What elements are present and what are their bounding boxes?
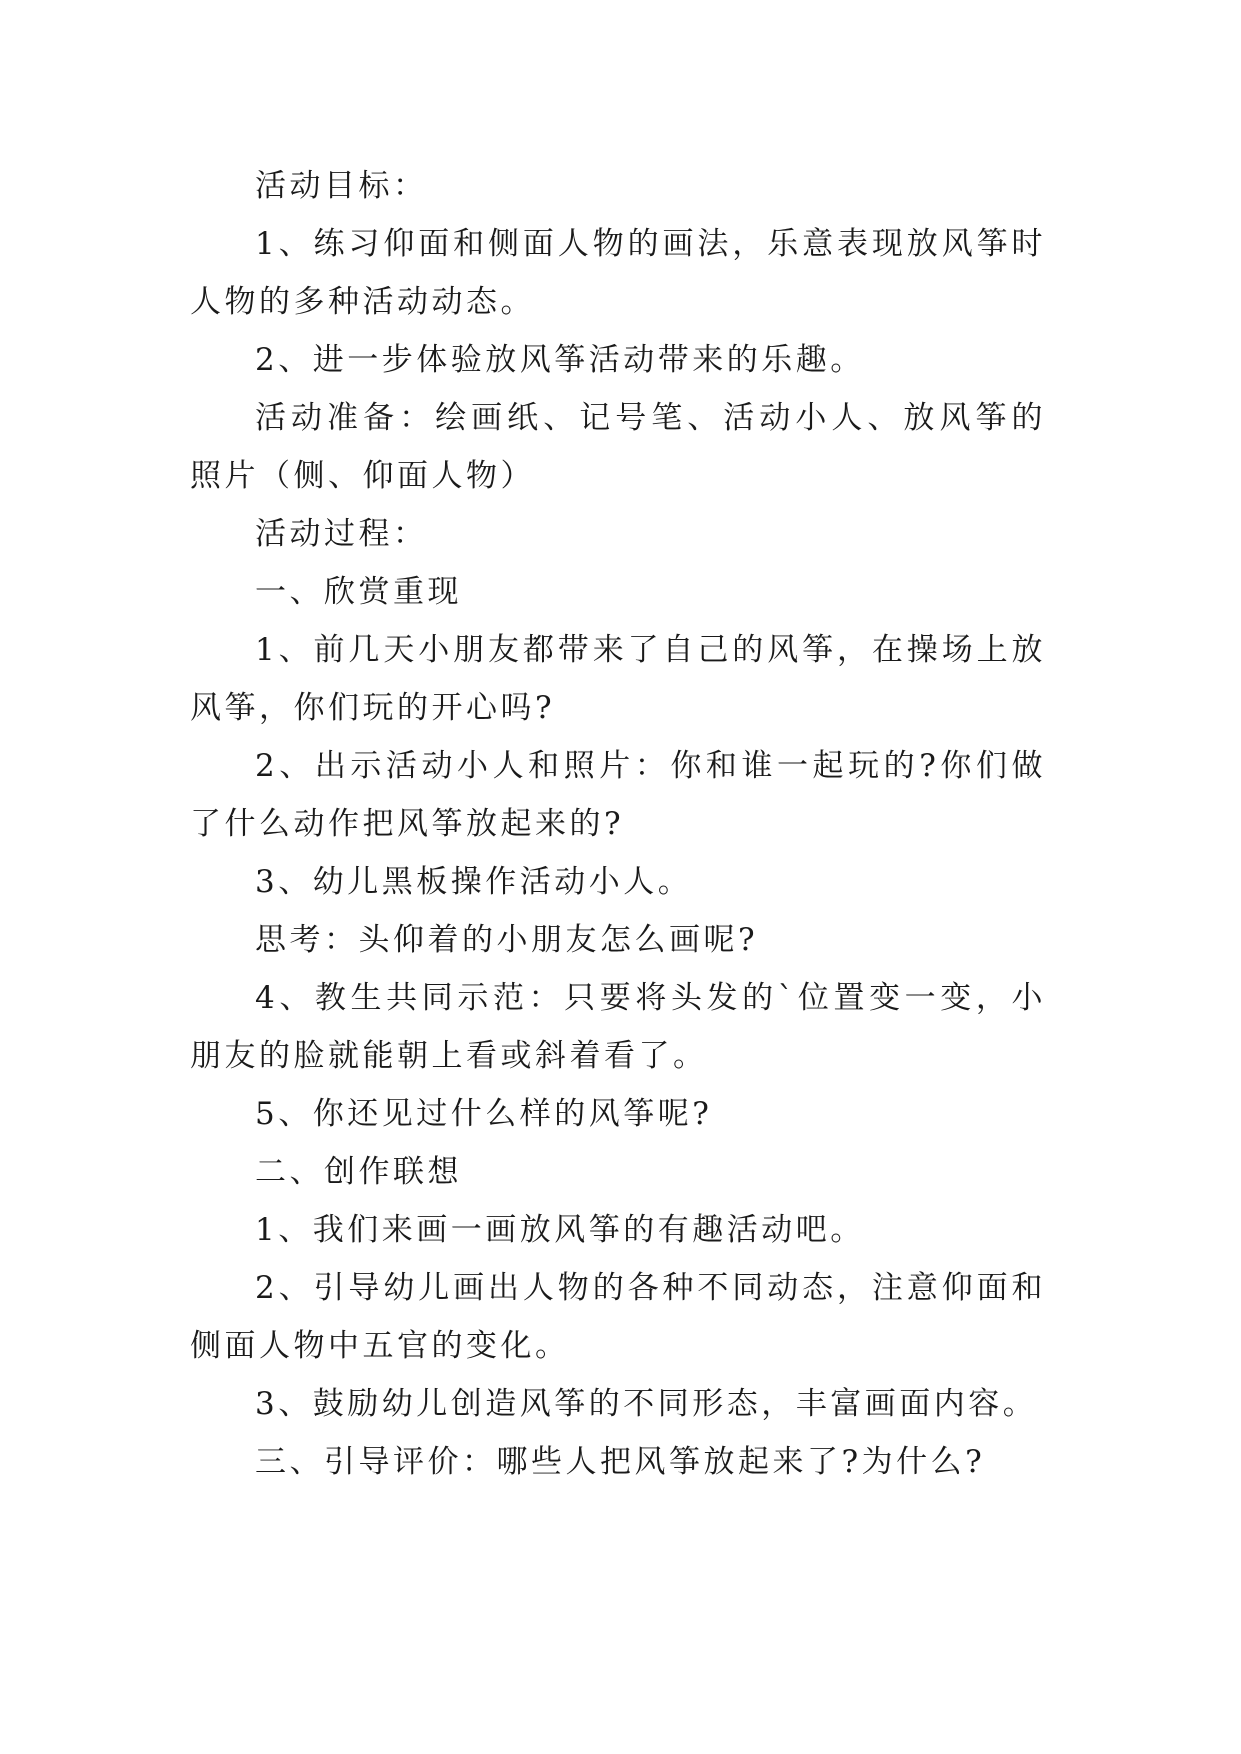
process-item-2-3: 3、鼓励幼儿创造风筝的不同形态，丰富画面内容。 (255, 1386, 1038, 1422)
process-item-1-2: 2、出示活动小人和照片：你和谁一起玩的?你们做了什么动作把风筝放起来的? (190, 748, 1046, 842)
process-item-1-1: 1、前几天小朋友都带来了自己的风筝，在操场上放风筝，你们玩的开心吗? (190, 632, 1046, 726)
process-item-2-1: 1、我们来画一画放风筝的有趣活动吧。 (255, 1212, 865, 1248)
heading-activity-goals: 活动目标： (255, 168, 428, 204)
process-item-1-4: 4、教生共同示范：只要将头发的`位置变一变，小朋友的脸就能朝上看或斜着看了。 (190, 980, 1046, 1074)
thinking-question: 思考：头仰着的小朋友怎么画呢? (255, 922, 759, 958)
document-page (190, 0, 1046, 1754)
process-item-1-5: 5、你还见过什么样的风筝呢? (255, 1096, 713, 1132)
process-item-2-2: 2、引导幼儿画出人物的各种不同动态，注意仰面和侧面人物中五官的变化。 (190, 1270, 1046, 1364)
section-heading-3: 三、引导评价：哪些人把风筝放起来了?为什么? (255, 1444, 986, 1480)
section-heading-2: 二、创作联想 (255, 1154, 462, 1190)
heading-activity-process: 活动过程： (255, 516, 428, 552)
process-item-1-3: 3、幼儿黑板操作活动小人。 (255, 864, 693, 900)
goal-item-2: 2、进一步体验放风筝活动带来的乐趣。 (255, 342, 865, 378)
section-heading-1: 一、欣赏重现 (255, 574, 462, 610)
goal-item-1: 1、练习仰面和侧面人物的画法，乐意表现放风筝时人物的多种活动动态。 (190, 226, 1046, 320)
activity-preparation: 活动准备：绘画纸、记号笔、活动小人、放风筝的照片（侧、仰面人物） (190, 400, 1046, 494)
